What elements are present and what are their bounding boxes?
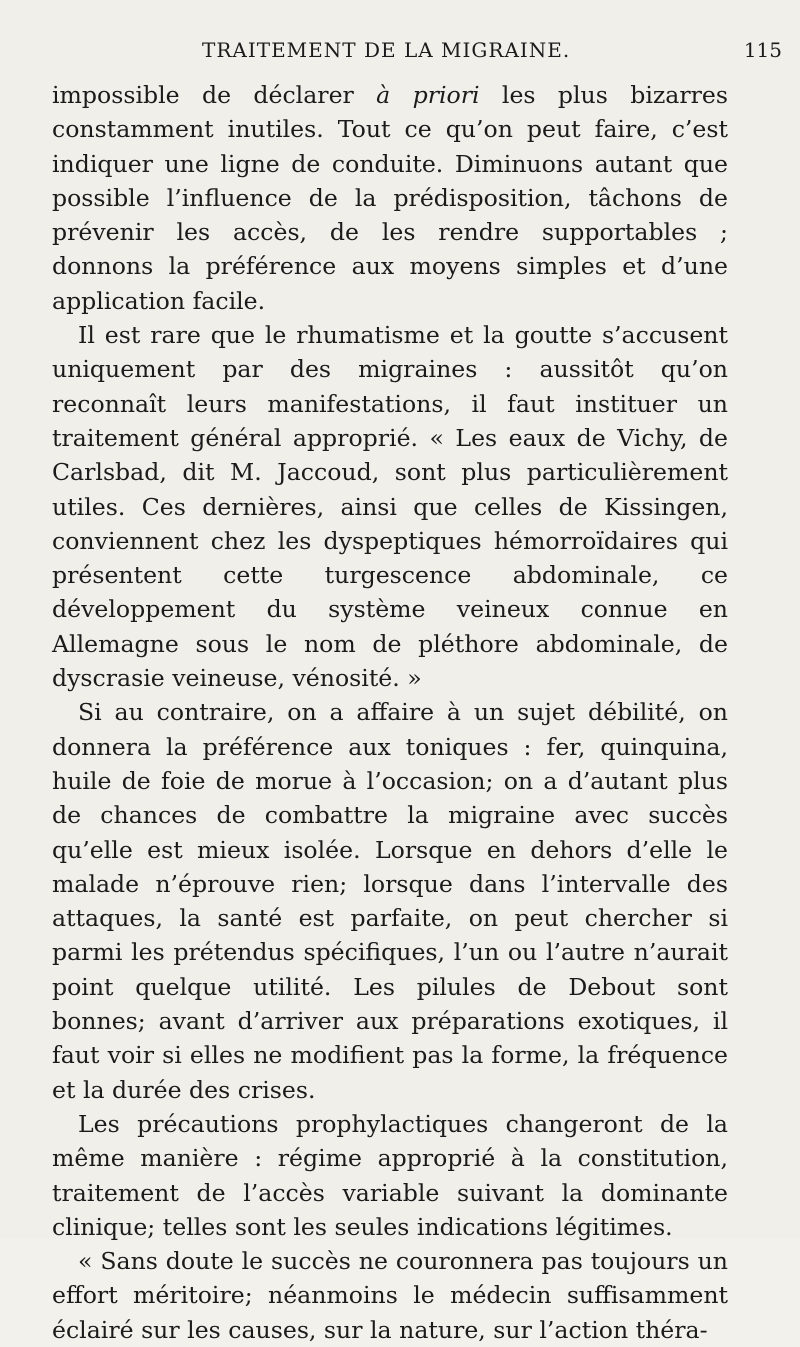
page-number: 115 bbox=[743, 38, 782, 62]
paragraph-1 bbox=[52, 78, 728, 318]
paragraph-1-before: impossible de déclarer bbox=[52, 81, 377, 109]
paragraph-1-after: les plus bizarres constamment inutiles. Tout ce qu’on peut faire, c’est indiquer une ligne de conduite. Diminuons autant que possible l’influence de la prédisposition, tâchons de prévenir les accès, de les rendre supportables ; donnons la préférence aux moyens simples et d’une application facile. bbox=[52, 81, 728, 315]
running-head bbox=[52, 38, 782, 78]
paragraph-3: Si au contraire, on a affaire à un sujet débilité, on donnera la préférence aux toniques : fer, quinquina, huile de foie de morue à l’occasion; on a d’autant plus de chances de combattre la migraine avec succès qu’elle est mieux isolée. Lorsque en dehors d’elle le malade n’éprouve rien; lorsque dans l’intervalle des attaques, la santé est parfaite, on peut chercher si parmi les prétendus spécifiques, l’un ou l’autre n’aurait point quelque utilité. Les pilules de Debout sont bonnes; avant d’arriver aux préparations exotiques, il faut voir si elles ne modifient pas la forme, la fréquence et la durée des crises. bbox=[52, 698, 728, 1104]
running-title: TRAITEMENT DE LA MIGRAINE. bbox=[202, 38, 571, 62]
paragraph-1-italic: à priori bbox=[376, 81, 480, 109]
paragraph-4: Les précautions prophylactiques changeront de la même manière : régime approprié à la constitution, traitement de l’accès variable suivant la dominante clinique; telles sont les seules indications légitimes. bbox=[52, 1109, 728, 1241]
paragraph-2: Il est rare que le rhumatisme et la goutte s’accusent uniquement par des migraines : aussitôt qu’on reconnaît leurs manifestations, il faut instituer un traitement général approprié. « Les eaux de Vichy, de Carlsbad, dit M. Jaccoud, sont plus particulièrement utiles. Ces dernières, ainsi que celles de Kissingen, conviennent chez les dyspeptiques hémorroïdaires qui présentent cette turgescence abdominale, ce développement du système veineux connue en Allemagne sous le nom de pléthore abdominale, de dyscrasie veineuse, vénosité. » bbox=[52, 321, 728, 693]
body-text bbox=[52, 78, 728, 1347]
paragraph-5: « Sans doute le succès ne couronnera pas toujours un effort méritoire; néanmoins le médecin suffisamment éclairé sur les causes, sur la nature, sur l’action théra- bbox=[52, 1247, 728, 1344]
